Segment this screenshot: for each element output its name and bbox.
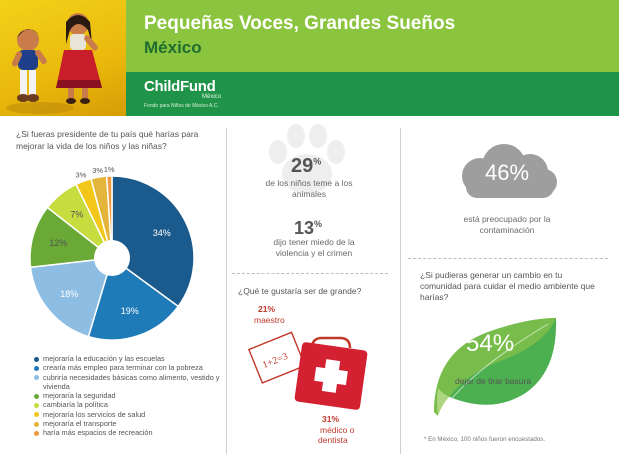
doctor-label-line2: dentista [318, 435, 348, 445]
legend-item [34, 373, 224, 392]
page-title: Pequeñas Voces, Grandes Sueños [144, 13, 456, 34]
pie-center-hole [94, 240, 130, 276]
legend-bullet-icon [34, 403, 39, 408]
pie-slice-label: 18% [60, 288, 79, 299]
legend-bullet-icon [34, 366, 39, 371]
legend-bullet-icon [34, 394, 39, 399]
middle-separator [232, 273, 388, 274]
pie-question: ¿Si fueras presidente de tu país qué harías para mejorar la vida de los niños y las niñas? [16, 129, 199, 151]
legend-item [34, 391, 224, 400]
pollution-value: 46% [484, 160, 530, 185]
career-question: ¿Qué te gustaría ser de grande? [238, 286, 362, 296]
legend-label: cambiaría la política [43, 400, 108, 410]
right-separator [408, 258, 608, 259]
violence-stat [294, 218, 322, 239]
column-divider-left [226, 128, 227, 454]
career-illustration [244, 300, 394, 450]
pollution-text: está preocupado por la contaminación [463, 214, 551, 235]
legend-item [34, 410, 224, 419]
doctor-label-line1: médico o [320, 425, 355, 435]
medic-bag-icon [294, 338, 368, 410]
teacher-label: maestro [254, 315, 285, 325]
legend-bullet-icon [34, 375, 39, 380]
footnote: * En México, 100 niños fueron encuestados. [424, 436, 546, 443]
legend-bullet-icon [34, 422, 39, 427]
legend-label: crearía más empleo para terminar con la pobreza [43, 363, 203, 373]
teacher-pct: 21% [258, 304, 276, 314]
legend-item [34, 428, 224, 437]
brand-band [126, 72, 619, 116]
legend-bullet-icon [34, 357, 39, 362]
legend-bullet-icon [34, 412, 39, 417]
logo-tagline: Fondo para Niños de México A.C. [144, 103, 219, 109]
legend-item [34, 419, 224, 428]
pie-legend [34, 354, 224, 438]
community-value: 54% [466, 330, 515, 357]
pie-slice-label: 19% [120, 305, 139, 316]
pie-slice-label: 3% [75, 170, 87, 180]
pie-slice-label: 1% [103, 165, 115, 175]
animals-text: de los niños teme a los animales [265, 178, 353, 199]
legend-label: mejoraría la seguridad [43, 391, 116, 401]
pie-slice-label: 34% [152, 227, 171, 238]
doctor-label [318, 425, 357, 445]
legend-label: mejoraría el transporte [43, 419, 117, 429]
violence-value: 13 [294, 218, 315, 238]
hero-image [0, 0, 126, 116]
childfund-logo: ChildFund [144, 78, 216, 95]
legend-item [34, 400, 224, 409]
legend-label: mejoraría la educación y las escuelas [43, 354, 165, 363]
legend-label: haría más espacios de recreación [43, 428, 153, 438]
pie-slice-label: 3% [92, 166, 104, 176]
header [0, 0, 619, 116]
community-label: dejar de tirar basura [455, 376, 532, 386]
community-question: ¿Si pudieras generar un cambio en tu comunidad para cuidar el medio ambiente que harías? [420, 270, 595, 302]
logo-country: México [202, 94, 222, 100]
pie-slice-label: 12% [49, 237, 68, 248]
column-divider-right [400, 128, 401, 454]
dolls-illustration [0, 0, 126, 116]
animals-value: 29 [291, 155, 314, 177]
animals-stat [291, 155, 321, 178]
legend-item [34, 363, 224, 372]
legend-bullet-icon [34, 431, 39, 436]
violence-unit: % [314, 219, 323, 229]
animals-unit: % [313, 156, 322, 167]
pie-slice-label: 7% [70, 209, 84, 220]
legend-label: cubriría necesidades básicas como alimento, vestido y vivienda [43, 372, 220, 391]
pie-chart [12, 158, 222, 358]
violence-text: dijo tener miedo de la violencia y el crimen [273, 237, 355, 258]
legend-label: mejoraría los servicios de salud [43, 409, 146, 419]
legend-item [34, 354, 224, 363]
page-subtitle: México [144, 38, 202, 57]
chalkboard-icon [249, 332, 305, 383]
leaf-icon [428, 312, 568, 418]
doctor-pct: 31% [322, 414, 340, 424]
title-band [126, 0, 619, 72]
board-text: 1+2=3 [260, 350, 290, 372]
